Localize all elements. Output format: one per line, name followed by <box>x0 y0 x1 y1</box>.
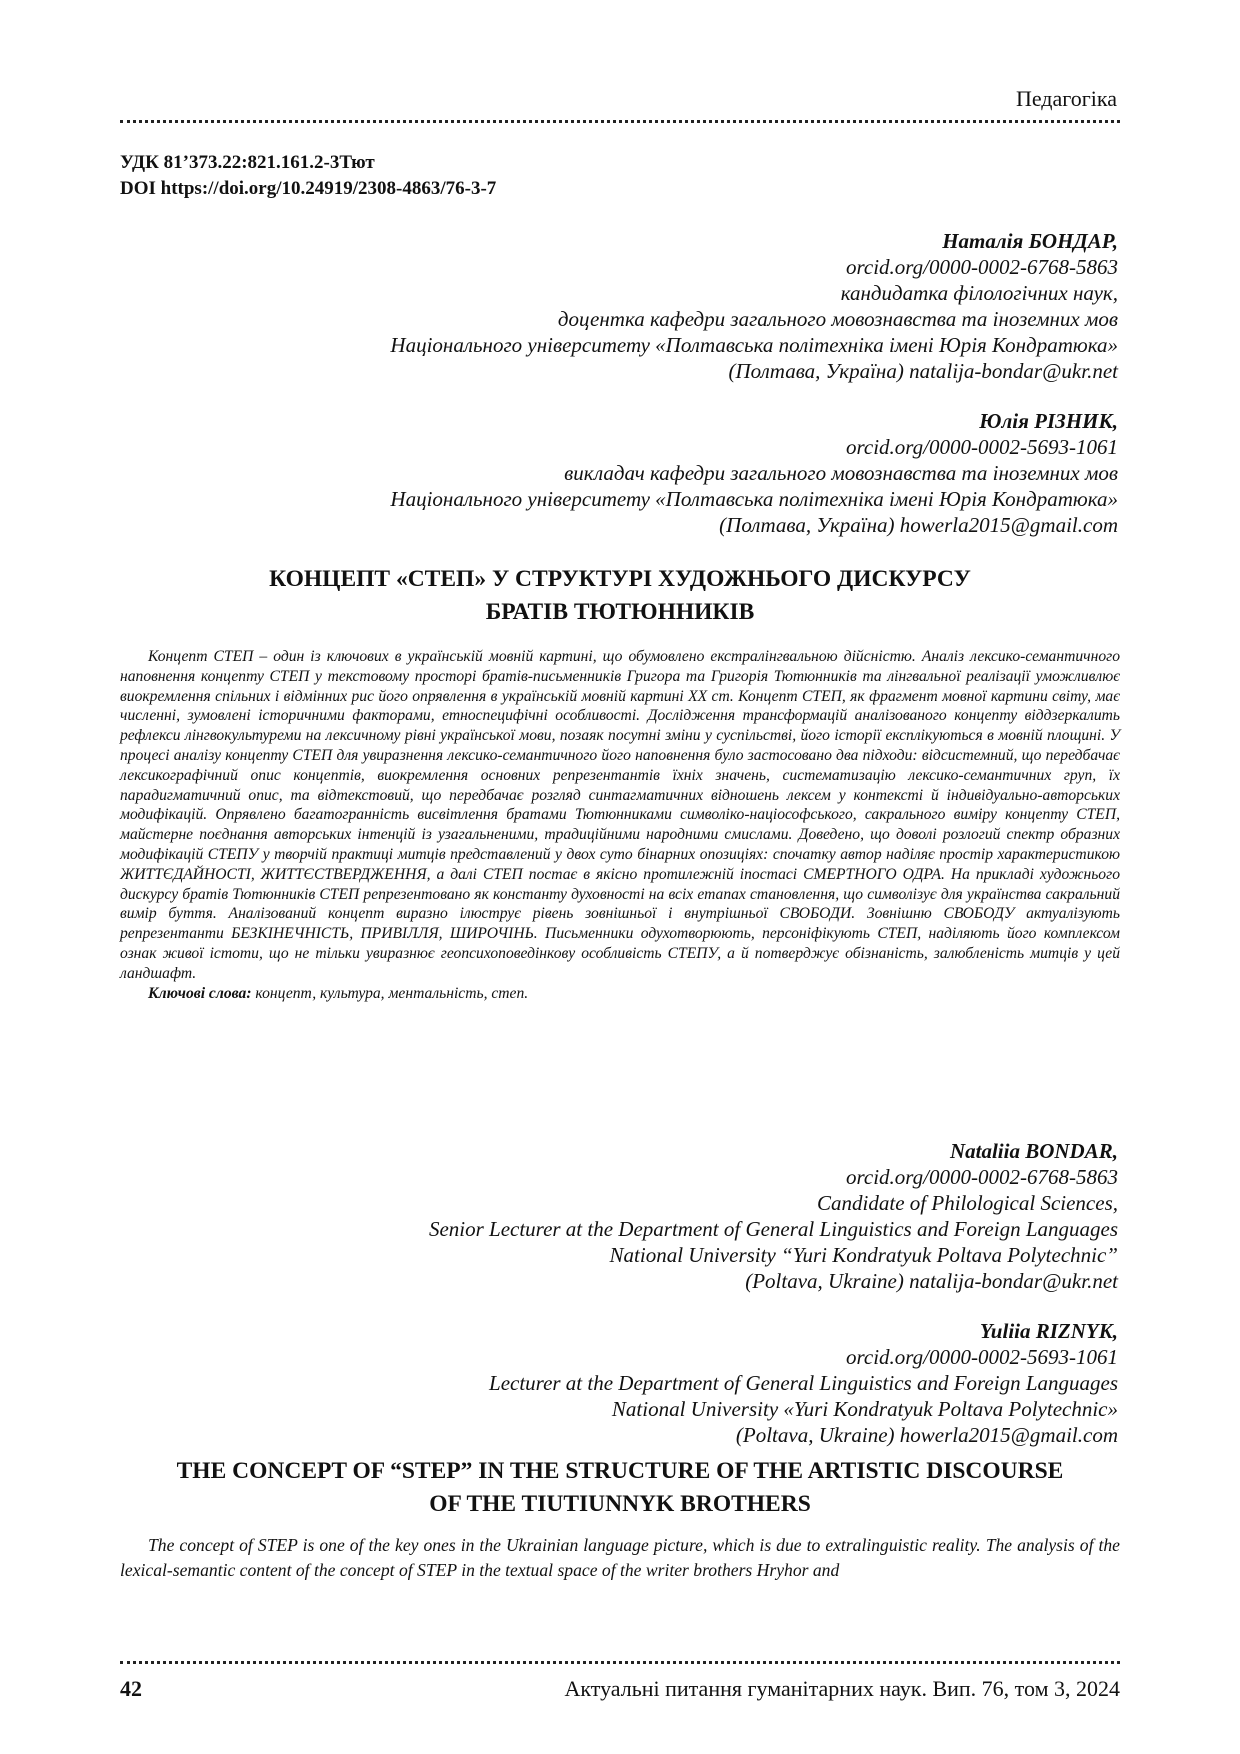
author-position: викладач кафедри загального мовознавства та іноземних мов <box>564 461 1118 485</box>
keywords-label: Ключові слова: <box>148 984 252 1002</box>
author-location-email: (Poltava, Ukraine) natalija-bondar@ukr.net <box>745 1269 1118 1293</box>
author-location-email: (Poltava, Ukraine) howerla2015@gmail.com <box>735 1423 1118 1447</box>
author-position: Senior Lecturer at the Department of General Linguistics and Foreign Languages <box>428 1217 1118 1241</box>
author-name: Наталія БОНДАР, <box>942 229 1118 253</box>
author-position: доцентка кафедри загального мовознавства та іноземних мов <box>557 307 1118 331</box>
title-line: БРАТІВ ТЮТЮННИКІВ <box>485 599 755 625</box>
orcid-link[interactable]: orcid.org/0000-0002-5693-1061 <box>845 1345 1118 1369</box>
keywords <box>120 984 1120 1004</box>
orcid-link[interactable]: orcid.org/0000-0002-5693-1061 <box>845 435 1118 459</box>
author-block-en-1 <box>429 1138 1118 1294</box>
author-affiliation: Національного університету «Полтавська політехніка імені Юрія Кондратюка» <box>390 333 1118 357</box>
section-label: Педагогіка <box>1015 86 1117 111</box>
header-divider <box>120 120 1120 123</box>
page-number: 42 <box>120 1676 142 1701</box>
author-affiliation: Національного університету «Полтавська політехніка імені Юрія Кондратюка» <box>390 487 1118 511</box>
article-title-en <box>120 1455 1120 1521</box>
title-line: OF THE TIUTIUNNYK BROTHERS <box>429 1491 811 1517</box>
author-affiliation: National University «Yuri Kondratyuk Poltava Polytechnic» <box>611 1397 1118 1421</box>
author-block-uk-1 <box>390 228 1118 384</box>
abstract-en <box>120 1533 1120 1583</box>
title-line: КОНЦЕПТ «СТЕП» У СТРУКТУРІ ХУДОЖНЬОГО ДИСКУРСУ <box>269 566 971 592</box>
journal-citation: Актуальні питання гуманітарних наук. Вип. 76, том 3, 2024 <box>564 1676 1120 1701</box>
author-name: Nataliia BONDAR, <box>949 1139 1118 1163</box>
footer-divider <box>120 1661 1120 1664</box>
author-name: Юлія РІЗНИК, <box>979 409 1118 433</box>
author-block-uk-2 <box>390 408 1118 538</box>
author-affiliation: National University “Yuri Kondratyuk Poltava Polytechnic” <box>609 1243 1118 1267</box>
author-location-email: (Полтава, Україна) howerla2015@gmail.com <box>719 513 1118 537</box>
abstract-text: Концепт СТЕП – один із ключових в українській мовній картині, що обумовлено екстралінгвальною дійсністю. Аналіз лексико-семантичного наповнення концепту СТЕП у текстовому просторі братів-письменників Григора та Григорія Тютюнників та лінгвальної реалізації уможливлює виокремлення спільних і відмінних рис його опрявлення в українській мовній картині ХХ ст. Концепт СТЕП, як фрагмент мовної картини світу, має численні, зумовлені історичними факторами, етноспецифічні особливості. Дослідження трансформацій аналізованого концепту віддзеркалить рефлекси лінгвокультуреми на лексичному рівні української мови, позаяк посутні зміни у суспільстві, його історії експлікуються в мовній площині. У процесі аналізу концепту СТЕП для увиразнення лексико-семантичного його наповнення було застосовано два підходи: відсистемний, що передбачає лексикографічний опис концептів, виокремлення основних репрезентантів їхніх значень, систематизацію лексико-семантичних груп, їх парадигматичний опис, та відтекстовий, що передбачає розгляд синтагматичних відношень лексем у контексті й індивідуально-авторських модифікацій. Опрявлено багатогранність висвітлення братами Тютюнниками символіко-націософського, сакрального виміру концепту СТЕП, майстерне поєднання авторських інтенцій із узагальненими, традиційними народними смислами. Доведено, що доволі розлогий спектр образних модифікацій СТЕПУ у творчій практиці митців представлений у двох суто бінарних опозиціях: спочатку автор наділяє простір характеристикою ЖИТТЄДАЙНОСТІ, ЖИТТЄСТВЕРДЖЕННЯ, а далі СТЕП постає в якісно протилежній іпостасі СМЕРТНОГО ОДРА. На прикладі художнього дискурсу братів Тютюнників СТЕП репрезентовано як константу духовності на всіх етапах становлення, що символізує для українства сакральний вимір буття. Аналізований концепт виразно ілюструє рівень зовнішньої і внутрішньої СВОБОДИ. Зовнішню СВОБОДУ актуалізують репрезентанти БЕЗКІНЕЧНІСТЬ, ПРИВІЛЛЯ, ШИРОЧІНЬ. Письменники одухотворюють, персоніфікують СТЕП, наділяють його комплексом ознак живої істоти, що не тільки увиразнює геопсихоповедінкову особливість СТЕПУ, а й потверджує обізнаність, залюбленість митців у цей ландшафт. <box>120 648 1120 982</box>
author-name: Yuliia RIZNYK, <box>979 1319 1118 1343</box>
article-title-uk <box>120 563 1120 629</box>
udc-code: УДК 81’373.22:821.161.2-3Тют <box>120 152 375 173</box>
author-position: Lecturer at the Department of General Linguistics and Foreign Languages <box>489 1371 1118 1395</box>
author-location-email: (Полтава, Україна) natalija-bondar@ukr.net <box>728 359 1118 383</box>
orcid-link[interactable]: orcid.org/0000-0002-6768-5863 <box>845 255 1118 279</box>
article-identifiers <box>120 150 496 202</box>
author-block-en-2 <box>489 1318 1118 1448</box>
abstract-text: The concept of STEP is one of the key ones in the Ukrainian language picture, which is due to extralinguistic reality. The analysis of the lexical-semantic content of the concept of STEP in the textual space of the writer brothers Hryhor and <box>120 1535 1120 1580</box>
doi-link[interactable]: DOI https://doi.org/10.24919/2308-4863/76-3-7 <box>120 178 497 199</box>
author-degree: кандидатка філологічних наук, <box>840 281 1118 305</box>
abstract-uk <box>120 647 1120 1003</box>
keywords-text: концепт, культура, ментальність, степ. <box>251 984 529 1002</box>
title-line: THE CONCEPT OF “STEP” IN THE STRUCTURE OF THE ARTISTIC DISCOURSE <box>176 1458 1064 1484</box>
author-degree: Candidate of Philological Sciences, <box>817 1191 1118 1215</box>
orcid-link[interactable]: orcid.org/0000-0002-6768-5863 <box>845 1165 1118 1189</box>
